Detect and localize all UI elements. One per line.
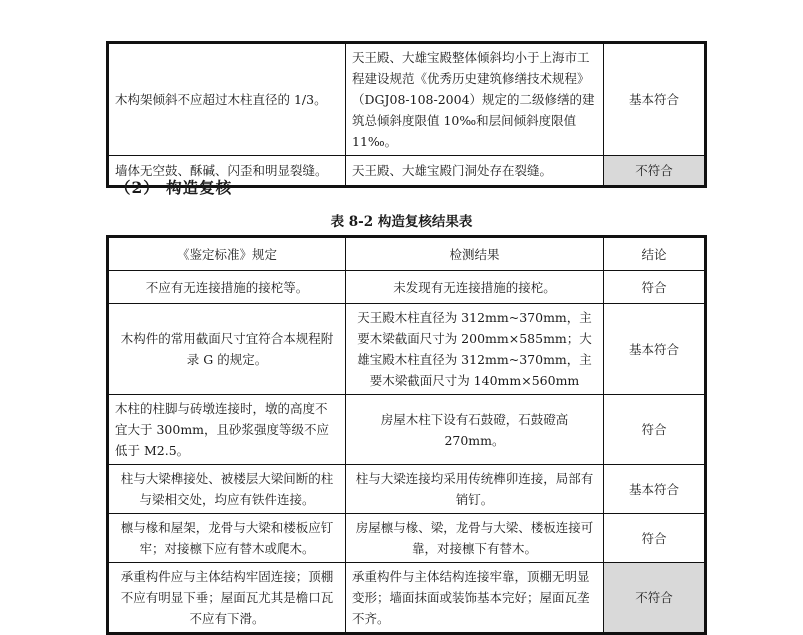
- conclusion-cell: 基本符合: [604, 465, 706, 514]
- table-row: [108, 465, 706, 514]
- standard-cell: 承重构件应与主体结构牢固连接；顶棚不应有明显下垂；屋面瓦尤其是檐口瓦不应有下滑。: [108, 563, 346, 634]
- result-cell: 房屋木柱下设有石鼓磴，石鼓磴高 270mm。: [346, 395, 604, 465]
- table-row: [108, 43, 706, 156]
- result-cell: 房屋檩与椽、梁，龙骨与大梁、楼板连接可靠，对接檩下有替木。: [346, 514, 604, 563]
- header-result: 检测结果: [346, 237, 604, 271]
- conclusion-cell: 基本符合: [604, 43, 706, 156]
- section-heading: （2） 构造复核: [115, 178, 233, 197]
- result-cell: 天王殿木柱直径为 312mm~370mm，主要木梁截面尺寸为 200mm×585mm；大雄宝殿木柱直径为 312mm~370mm，主要木梁截面尺寸为 140mm×560mm: [346, 304, 604, 395]
- table-header-row: [108, 237, 706, 271]
- table-row: [108, 304, 706, 395]
- standard-cell: 木构架倾斜不应超过木柱直径的 1/3。: [108, 43, 346, 156]
- table-row: [108, 395, 706, 465]
- header-conclusion: 结论: [604, 237, 706, 271]
- review-table-continued: [106, 41, 707, 188]
- standard-cell: 柱与大梁榫接处、被楼层大梁间断的柱与梁相交处，均应有铁件连接。: [108, 465, 346, 514]
- result-cell: 天王殿、大雄宝殿门洞处存在裂缝。: [346, 156, 604, 187]
- table-row: [108, 514, 706, 563]
- conclusion-cell: 符合: [604, 271, 706, 304]
- conclusion-cell-noncompliant: 不符合: [604, 563, 706, 634]
- standard-cell: 木构件的常用截面尺寸宜符合本规程附录 G 的规定。: [108, 304, 346, 395]
- table-row: [108, 271, 706, 304]
- result-cell: 未发现有无连接措施的接柁。: [346, 271, 604, 304]
- standard-cell: 檩与椽和屋架，龙骨与大梁和楼板应钉牢；对接檩下应有替木或爬木。: [108, 514, 346, 563]
- structure-review-table: [106, 235, 707, 635]
- table-row: [108, 563, 706, 634]
- standard-cell: 墙体无空鼓、酥碱、闪歪和明显裂缝。: [108, 156, 346, 187]
- conclusion-cell-noncompliant: 不符合: [604, 156, 706, 187]
- table-caption: 表 8-2 构造复核结果表: [330, 214, 473, 230]
- standard-cell: 不应有无连接措施的接柁等。: [108, 271, 346, 304]
- result-cell: 承重构件与主体结构连接牢靠，顶棚无明显变形；墙面抹面或装饰基本完好；屋面瓦垄不齐。: [346, 563, 604, 634]
- standard-cell: 木柱的柱脚与砖墩连接时，墩的高度不宜大于 300mm，且砂浆强度等级不应低于 M2.5。: [108, 395, 346, 465]
- result-cell: 天王殿、大雄宝殿整体倾斜均小于上海市工程建设规范《优秀历史建筑修缮技术规程》（DGJ08-108-2004）规定的二级修缮的建筑总倾斜度限值 10‰和层间倾斜度限值 11‰。: [346, 43, 604, 156]
- conclusion-cell: 基本符合: [604, 304, 706, 395]
- header-standard: 《鉴定标准》规定: [108, 237, 346, 271]
- result-cell: 柱与大梁连接均采用传统榫卯连接，局部有销钉。: [346, 465, 604, 514]
- conclusion-cell: 符合: [604, 514, 706, 563]
- conclusion-cell: 符合: [604, 395, 706, 465]
